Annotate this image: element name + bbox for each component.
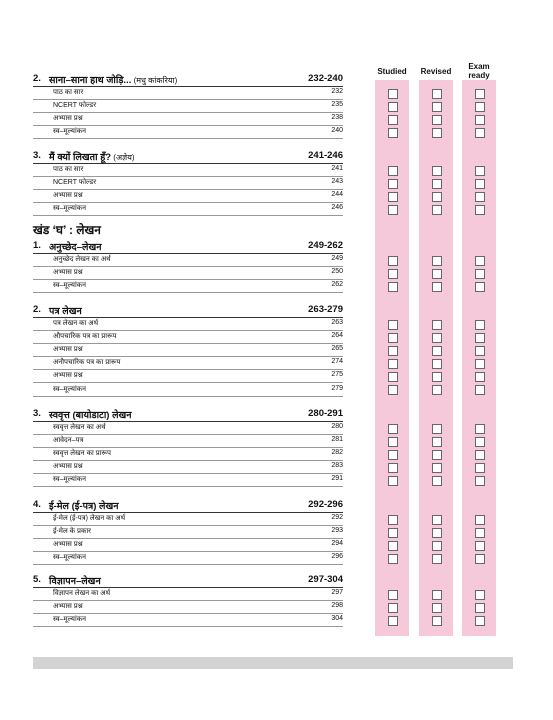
- exam-ready-checkbox[interactable]: [475, 616, 485, 626]
- section-title: पत्र लेखन: [49, 306, 82, 317]
- exam-ready-checkbox[interactable]: [475, 179, 485, 189]
- list-item: [33, 319, 343, 331]
- item-label: स्व–मूल्यांकन: [53, 385, 87, 393]
- item-page: 279: [331, 384, 343, 392]
- list-item: [33, 191, 343, 203]
- item-label: स्व–मूल्यांकन: [53, 205, 87, 213]
- item-page: 292: [331, 514, 343, 521]
- list-item: [33, 527, 343, 539]
- item-page: 264: [331, 332, 343, 340]
- studied-header: Studied: [377, 67, 407, 76]
- page-range: 241-246: [308, 150, 343, 161]
- item-page: 232: [331, 88, 343, 95]
- item-label: स्ववृत्त लेखन का प्रारूप: [53, 450, 111, 458]
- studied-checkbox[interactable]: [388, 179, 398, 189]
- item-label: ई-मेल (ई-पत्र) लेखन का अर्थ: [53, 515, 126, 522]
- revised-checkbox[interactable]: [432, 463, 442, 473]
- item-label: औपचारिक पत्र का प्रारूप: [53, 333, 117, 341]
- item-page: 249: [331, 255, 343, 262]
- exam-ready-checkbox[interactable]: [475, 192, 485, 202]
- exam-ready-checkbox[interactable]: [475, 590, 485, 600]
- studied-checkbox[interactable]: [388, 115, 398, 125]
- item-page: 281: [331, 436, 343, 444]
- revised-checkbox[interactable]: [432, 269, 442, 279]
- section-number: 3.: [33, 408, 41, 419]
- section-heading: [33, 304, 343, 318]
- item-label: अनुच्छेद लेखन का अर्थ: [53, 256, 111, 263]
- revised-checkbox[interactable]: [432, 192, 442, 202]
- list-item: [33, 255, 343, 267]
- item-page: 244: [331, 191, 343, 199]
- item-label: अभ्यास प्रश्न: [53, 603, 83, 611]
- exam-ready-checkbox[interactable]: [475, 528, 485, 538]
- exam-ready-checkbox[interactable]: [475, 603, 485, 613]
- item-label: पाठ का सार: [53, 89, 84, 96]
- studied-checkbox[interactable]: [388, 450, 398, 460]
- revised-checkbox[interactable]: [432, 437, 442, 447]
- revised-checkbox[interactable]: [432, 590, 442, 600]
- exam-ready-checkbox[interactable]: [475, 256, 485, 266]
- revised-checkbox[interactable]: [432, 603, 442, 613]
- exam-ready-checkbox[interactable]: [475, 554, 485, 564]
- item-label: पत्र लेखन का अर्थ: [53, 320, 99, 327]
- section-number: 3.: [33, 150, 41, 161]
- page-range: 292-296: [308, 499, 343, 510]
- list-item: [33, 553, 343, 565]
- list-item: [33, 165, 343, 177]
- list-item: [33, 332, 343, 344]
- item-label: NCERT फोल्डर: [53, 179, 97, 187]
- revised-checkbox[interactable]: [432, 476, 442, 486]
- item-label: अभ्यास प्रश्न: [53, 463, 83, 471]
- exam-ready-checkbox[interactable]: [475, 346, 485, 356]
- studied-checkbox[interactable]: [388, 320, 398, 330]
- item-label: अभ्यास प्रश्न: [53, 541, 83, 549]
- exam-ready-checkbox[interactable]: [475, 385, 485, 395]
- item-page: 235: [331, 101, 343, 109]
- exam-ready-checkbox[interactable]: [475, 102, 485, 112]
- studied-checkbox[interactable]: [388, 515, 398, 525]
- item-page: 241: [331, 165, 343, 172]
- studied-checkbox[interactable]: [388, 333, 398, 343]
- item-label: स्व–मूल्यांकन: [53, 282, 87, 290]
- exam-ready-checkbox[interactable]: [475, 128, 485, 138]
- list-item: [33, 371, 343, 383]
- page-range: 232-240: [308, 73, 343, 84]
- list-item: [33, 589, 343, 601]
- section-heading: [33, 574, 343, 588]
- section-heading: [33, 499, 343, 513]
- list-item: [33, 423, 343, 435]
- item-page: 291: [331, 475, 343, 483]
- list-item: [33, 540, 343, 552]
- studied-checkbox[interactable]: [388, 437, 398, 447]
- exam-ready-checkbox[interactable]: [475, 115, 485, 125]
- list-item: [33, 178, 343, 190]
- item-page: 283: [331, 462, 343, 470]
- revised-checkbox[interactable]: [432, 256, 442, 266]
- section-author: (अज्ञेय): [111, 153, 135, 162]
- exam-ready-checkbox[interactable]: [475, 515, 485, 525]
- revised-checkbox[interactable]: [432, 450, 442, 460]
- list-item: [33, 268, 343, 280]
- exam-ready-checkbox[interactable]: [475, 424, 485, 434]
- section-number: 2.: [33, 304, 41, 315]
- item-label: अभ्यास प्रश्न: [53, 372, 83, 380]
- item-page: 246: [331, 204, 343, 212]
- studied-checkbox[interactable]: [388, 528, 398, 538]
- item-page: 238: [331, 114, 343, 122]
- item-label: NCERT फोल्डर: [53, 102, 97, 110]
- item-label: स्व–मूल्यांकन: [53, 554, 87, 562]
- item-label: पाठ का सार: [53, 166, 84, 173]
- list-item: [33, 358, 343, 370]
- exam-ready-header: Exam ready: [468, 62, 490, 80]
- item-label: अभ्यास प्रश्न: [53, 192, 83, 200]
- studied-checkbox[interactable]: [388, 359, 398, 369]
- item-page: 294: [331, 540, 343, 548]
- studied-checkbox[interactable]: [388, 102, 398, 112]
- revised-checkbox[interactable]: [432, 424, 442, 434]
- revised-checkbox[interactable]: [432, 515, 442, 525]
- section-number: 2.: [33, 73, 41, 84]
- studied-checkbox[interactable]: [388, 192, 398, 202]
- exam-ready-checkbox[interactable]: [475, 205, 485, 215]
- exam-ready-checkbox[interactable]: [475, 372, 485, 382]
- item-page: 298: [331, 602, 343, 610]
- list-item: [33, 127, 343, 139]
- section-heading: [33, 408, 343, 422]
- item-label: विज्ञापन लेखन का अर्थ: [53, 590, 111, 597]
- section-title: स्ववृत्त (बायोडाटा) लेखन: [49, 410, 132, 421]
- section-heading: [33, 240, 343, 254]
- revised-checkbox[interactable]: [432, 541, 442, 551]
- item-page: 240: [331, 127, 343, 135]
- item-label: स्व–मूल्यांकन: [53, 616, 87, 624]
- item-page: 250: [331, 268, 343, 276]
- page-range: 297-304: [308, 574, 343, 585]
- list-item: [33, 385, 343, 397]
- revised-checkbox[interactable]: [432, 359, 442, 369]
- revised-checkbox[interactable]: [432, 616, 442, 626]
- page-range: 249-262: [308, 240, 343, 251]
- item-label: स्ववृत्त लेखन का अर्थ: [53, 424, 106, 431]
- section-number: 4.: [33, 499, 41, 510]
- revised-checkbox[interactable]: [432, 102, 442, 112]
- item-page: 265: [331, 345, 343, 353]
- section-number: 5.: [33, 574, 41, 585]
- section-title: अनुच्छेद–लेखन: [49, 242, 102, 253]
- part-heading: खंड ‘घ’ : लेखन: [33, 223, 101, 237]
- studied-checkbox[interactable]: [388, 385, 398, 395]
- item-page: 263: [331, 319, 343, 326]
- revised-checkbox[interactable]: [432, 528, 442, 538]
- studied-checkbox[interactable]: [388, 590, 398, 600]
- item-page: 296: [331, 553, 343, 561]
- revised-checkbox[interactable]: [432, 205, 442, 215]
- exam-ready-checkbox[interactable]: [475, 359, 485, 369]
- list-item: [33, 514, 343, 526]
- item-label: अभ्यास प्रश्न: [53, 346, 83, 354]
- studied-checkbox[interactable]: [388, 89, 398, 99]
- list-item: [33, 114, 343, 126]
- list-item: [33, 281, 343, 293]
- item-page: 280: [331, 423, 343, 430]
- revised-checkbox[interactable]: [432, 554, 442, 564]
- list-item: [33, 462, 343, 474]
- page-range: 280-291: [308, 408, 343, 419]
- exam-ready-checkbox[interactable]: [475, 463, 485, 473]
- exam-ready-checkbox[interactable]: [475, 89, 485, 99]
- studied-checkbox[interactable]: [388, 616, 398, 626]
- studied-checkbox[interactable]: [388, 282, 398, 292]
- exam-ready-checkbox[interactable]: [475, 166, 485, 176]
- exam-ready-checkbox[interactable]: [475, 450, 485, 460]
- item-page: 262: [331, 281, 343, 289]
- studied-checkbox[interactable]: [388, 541, 398, 551]
- studied-checkbox[interactable]: [388, 128, 398, 138]
- item-page: 304: [331, 615, 343, 623]
- item-label: स्व–मूल्यांकन: [53, 476, 87, 484]
- revised-checkbox[interactable]: [432, 128, 442, 138]
- studied-checkbox[interactable]: [388, 269, 398, 279]
- section-title: विज्ञापन–लेखन: [49, 576, 101, 587]
- list-item: [33, 204, 343, 216]
- item-page: 293: [331, 527, 343, 535]
- revised-checkbox[interactable]: [432, 89, 442, 99]
- item-page: 282: [331, 449, 343, 457]
- studied-checkbox[interactable]: [388, 346, 398, 356]
- studied-checkbox[interactable]: [388, 424, 398, 434]
- studied-checkbox[interactable]: [388, 554, 398, 564]
- exam-ready-checkbox[interactable]: [475, 476, 485, 486]
- section-heading: [33, 150, 343, 164]
- item-label: अनौपचारिक पत्र का प्रारूप: [53, 359, 121, 367]
- studied-checkbox[interactable]: [388, 372, 398, 382]
- section-title: ई-मेल (ई-पत्र) लेखन: [49, 501, 119, 512]
- section-author: (मधु कांकरिया): [131, 76, 178, 85]
- revised-checkbox[interactable]: [432, 333, 442, 343]
- studied-checkbox[interactable]: [388, 166, 398, 176]
- studied-checkbox[interactable]: [388, 463, 398, 473]
- section-title: मैं क्यों लिखता हूँ? (अज्ञेय): [49, 152, 135, 163]
- studied-checkbox[interactable]: [388, 476, 398, 486]
- revised-checkbox[interactable]: [432, 372, 442, 382]
- studied-checkbox[interactable]: [388, 256, 398, 266]
- item-label: ई-मेल के प्रकार: [53, 528, 92, 536]
- list-item: [33, 615, 343, 627]
- revised-checkbox[interactable]: [432, 166, 442, 176]
- list-item: [33, 88, 343, 100]
- list-item: [33, 449, 343, 461]
- item-page: 274: [331, 358, 343, 366]
- revised-checkbox[interactable]: [432, 179, 442, 189]
- list-item: [33, 101, 343, 113]
- section-title: साना–साना हाथ जोड़ि... (मधु कांकरिया): [49, 75, 178, 86]
- exam-ready-checkbox[interactable]: [475, 282, 485, 292]
- item-page: 297: [331, 589, 343, 596]
- section-number: 1.: [33, 240, 41, 251]
- revised-checkbox[interactable]: [432, 385, 442, 395]
- revised-checkbox[interactable]: [432, 320, 442, 330]
- exam-ready-checkbox[interactable]: [475, 333, 485, 343]
- section-heading: [33, 73, 343, 87]
- exam-ready-checkbox[interactable]: [475, 320, 485, 330]
- item-page: 243: [331, 178, 343, 186]
- list-item: [33, 345, 343, 357]
- page-range: 263-279: [308, 304, 343, 315]
- list-item: [33, 436, 343, 448]
- revised-checkbox[interactable]: [432, 282, 442, 292]
- item-label: स्व–मूल्यांकन: [53, 128, 87, 136]
- list-item: [33, 602, 343, 614]
- item-label: आवेदन–पत्र: [53, 437, 84, 445]
- item-label: अभ्यास प्रश्न: [53, 269, 83, 277]
- item-page: 275: [331, 371, 343, 379]
- footer-bar: [33, 657, 513, 669]
- exam-ready-checkbox[interactable]: [475, 437, 485, 447]
- studied-checkbox[interactable]: [388, 205, 398, 215]
- item-label: अभ्यास प्रश्न: [53, 115, 83, 123]
- studied-checkbox[interactable]: [388, 603, 398, 613]
- revised-checkbox[interactable]: [432, 346, 442, 356]
- revised-checkbox[interactable]: [432, 115, 442, 125]
- exam-ready-checkbox[interactable]: [475, 269, 485, 279]
- exam-ready-checkbox[interactable]: [475, 541, 485, 551]
- revised-header: Revised: [420, 67, 452, 76]
- list-item: [33, 475, 343, 487]
